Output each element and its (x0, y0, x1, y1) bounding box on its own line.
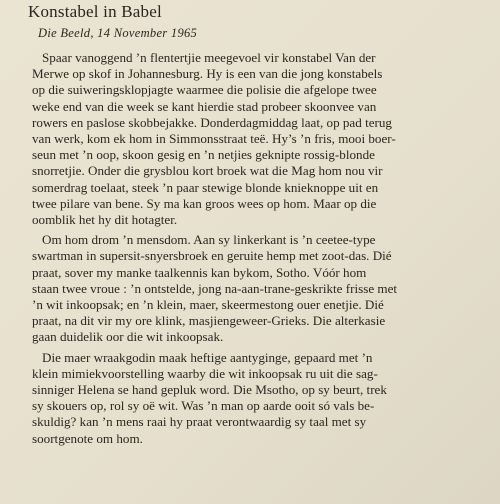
text-line: staan twee vroue : ’n ontstelde, jong na-aan-trane-geskrikte frisse met (32, 280, 398, 296)
text-line: ’n wit inkoopsak; en ’n klein, maer, skeermestong ouer enetjie. Dié (32, 297, 384, 313)
text-line: praat, na dit vir my ore klink, masjiengeweer-Grieks. Die alterkasie (32, 313, 386, 329)
paragraph (32, 350, 492, 447)
text-line: sinniger Helena se hand gepluk word. Die Msotho, op sy beurt, trek (32, 382, 387, 398)
paragraph (32, 50, 492, 228)
text-line: sy skouers op, rol sy oë wit. Was ’n man op aarde ooit só vals be- (32, 398, 375, 414)
text-line: praat, sover my manke taalkennis kan bykom, Sotho. Vóór hom (32, 264, 367, 280)
text-line: weke end van die week se kant hierdie stad probeer skoonvee van (32, 98, 377, 114)
book-page (22, 2, 492, 502)
article-title: Konstabel in Babel (28, 2, 162, 21)
text-line: somerdrag toelaat, steek ’n paar stewige blonde knieknoppe uit en (32, 179, 379, 195)
text-line: twee pilare van bene. Sy ma kan groos wees op hom. Maar op die (32, 195, 377, 211)
text-line: seun met ’n oop, skoon gesig en ’n netjies geknipte rossig-blonde (32, 147, 375, 163)
article-body (22, 50, 492, 447)
text-line: Die maer wraakgodin maak heftige aantyginge, gepaard met ’n (42, 349, 373, 365)
text-line: rowers en paslose skobbejakke. Donderdagmiddag laat, op pad terug (32, 114, 392, 130)
text-line: snorretjie. Onder die grysblou kort broek wat die Mag hom nou vir (32, 163, 383, 179)
text-line: klein mimiekvoorstelling waarby die wit inkoopsak ru uit die sag- (32, 365, 378, 381)
text-line: soortgenote om hom. (32, 430, 143, 446)
paragraph (32, 232, 492, 345)
text-line: swartman in supersit-snyersbroek en geruite hemp met zoot-das. Dié (32, 248, 392, 264)
article-source: Die Beeld, 14 November 1965 (38, 26, 198, 40)
text-line: Spaar vanoggend ’n flentertjie meegevoel vir konstabel Van der (42, 50, 376, 65)
text-line: Merwe op skof in Johannesburg. Hy is een van die jong konstabels (32, 66, 383, 82)
text-line: Om hom drom ’n mensdom. Aan sy linkerkant is ’n ceetee-type (42, 232, 376, 248)
text-line: van werk, kom ek hom in Simmonsstraat teë. Hy’s ’n fris, mooi boer- (32, 131, 396, 147)
text-line: skuldig? kan ’n mens raai hy praat verontwaardig sy taal met sy (32, 414, 367, 430)
text-line: oomblik het hy dit hotagter. (32, 212, 178, 228)
text-line: gaan duidelik oor die wit inkoopsak. (32, 329, 224, 345)
text-line: op die suiweringsklopjagte waarmee die polisie die afgelope twee (32, 82, 377, 98)
